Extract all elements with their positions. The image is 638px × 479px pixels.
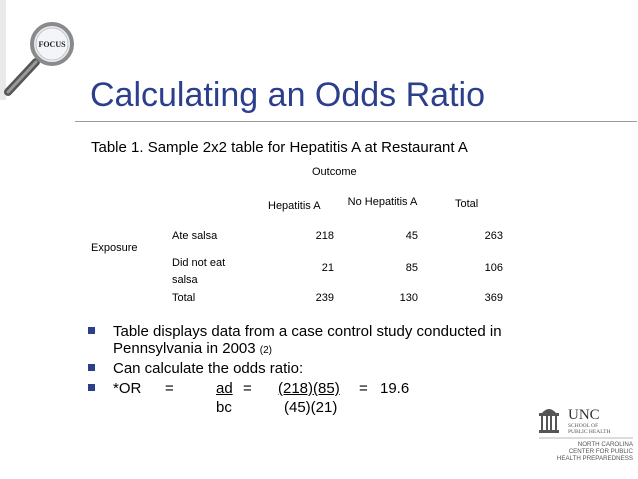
unc-logo-line-5: CENTER FOR PUBLIC: [568, 448, 633, 455]
cell-noeat-total: 106: [484, 262, 503, 274]
col-header-total: Total: [455, 198, 479, 210]
col-header-no-hepatitis-a: No Hepatitis A: [347, 196, 418, 208]
bullet-1-reference: (2): [259, 345, 273, 356]
row-label-did-not-eat: Did not eat salsa: [172, 257, 226, 286]
title-divider: [75, 121, 637, 122]
formula-numerator: (218)(85): [278, 380, 340, 397]
row-label-ate-salsa: Ate salsa: [172, 230, 218, 242]
formula-denominator: (45)(21): [284, 399, 338, 416]
cell-noeat-nohep: 85: [405, 262, 418, 274]
formula-ad: ad: [216, 380, 233, 397]
formula-bc: bc: [216, 399, 232, 416]
or-equals-2: =: [243, 380, 252, 397]
or-label: *OR: [113, 380, 142, 397]
or-equals-3: =: [359, 380, 368, 397]
col-header-hepatitis-a: Hepatitis A: [268, 200, 321, 212]
table-caption: Table 1. Sample 2x2 table for Hepatitis A at Restaurant A: [91, 139, 468, 156]
bullet-marker: [88, 327, 95, 334]
cell-total-nohep: 130: [399, 292, 418, 304]
unc-logo-line-6: HEALTH PREPAREDNESS: [556, 455, 633, 462]
unc-logo-line-1: UNC: [568, 407, 600, 423]
row-label-total: Total: [172, 292, 196, 304]
focus-magnifier-logo: [0, 0, 80, 100]
bullet-marker: [88, 364, 95, 371]
bullet-1-text: Pennsylvania in 2003: [113, 340, 256, 357]
cell-noeat-hep: 21: [321, 262, 334, 274]
outcome-header: Outcome: [312, 166, 357, 178]
cell-total-hep: 239: [315, 292, 334, 304]
bullet-1-line-1: Table displays data from a case control study conducted in: [113, 323, 502, 340]
bullet-marker: [88, 384, 95, 391]
unc-logo-line-4: NORTH CAROLINA: [577, 441, 633, 448]
odds-ratio-result: 19.6: [380, 380, 410, 397]
cell-total-total: 369: [484, 292, 503, 304]
focus-logo-text: FOCUS: [38, 40, 66, 49]
bullet-1-line-2: [113, 341, 272, 356]
cell-ate-hep: 218: [315, 230, 334, 242]
or-equals-1: =: [165, 380, 174, 397]
unc-logo-line-2: SCHOOL OF: [568, 423, 599, 429]
unc-logo-line-3: PUBLIC HEALTH: [568, 429, 611, 435]
bullet-2-text: Can calculate the odds ratio:: [113, 360, 304, 377]
unc-public-health-logo: [538, 405, 634, 465]
cell-ate-total: 263: [484, 230, 503, 242]
cell-ate-nohep: 45: [405, 230, 418, 242]
exposure-label: Exposure: [91, 242, 138, 254]
slide-title: Calculating an Odds Ratio: [90, 76, 486, 114]
